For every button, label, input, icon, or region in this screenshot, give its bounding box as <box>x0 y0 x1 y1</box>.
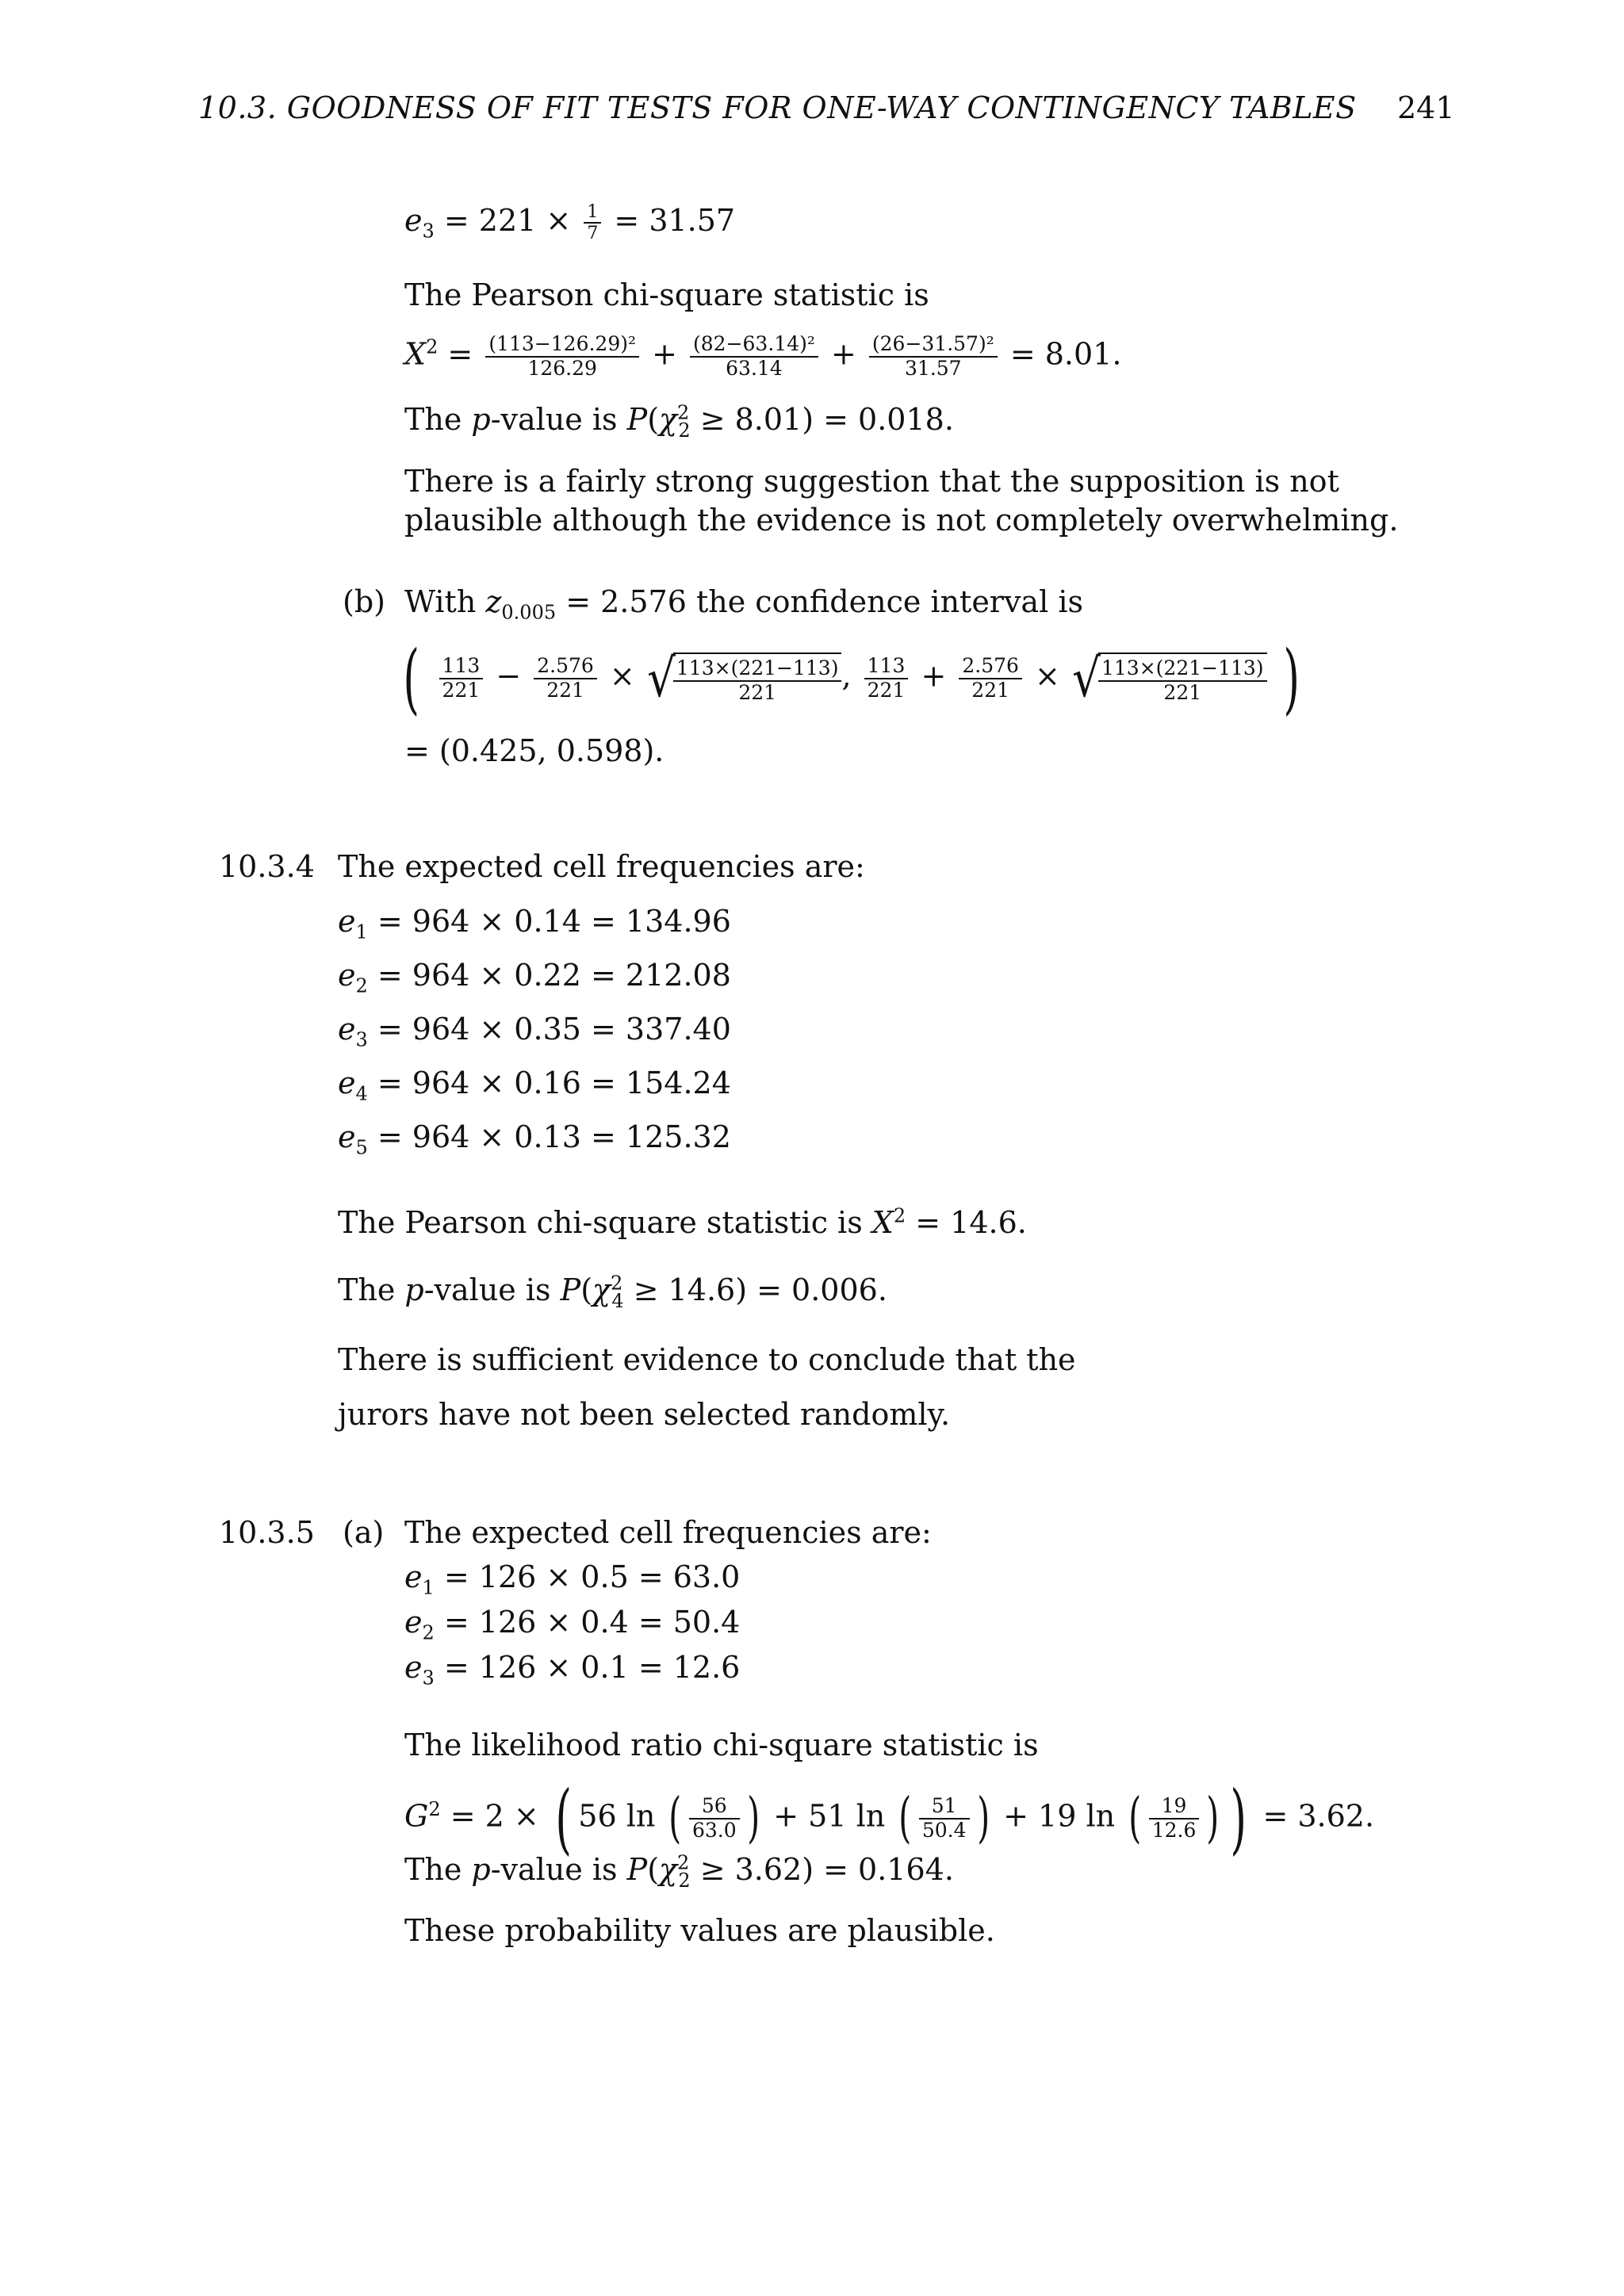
problem-1034-intro: The expected cell frequencies are: <box>338 849 865 884</box>
problem-number-1035: 10.3.5 <box>219 1515 315 1550</box>
g2-frac-2: $\frac{51}{50.4}$ <box>919 1795 970 1843</box>
conclusion-1034-line1: There is sufficient evidence to conclude that the <box>338 1342 1076 1377</box>
page-number: 241 <box>1397 90 1455 125</box>
g2-frac-1: $\frac{56}{63.0}$ <box>689 1795 740 1843</box>
confidence-interval-expression: ( $\frac{113}{221}$ − $\frac{2.576}{221}$ × √ $\frac{113\times(221-113)}{221}$ , $\frac{113}{221}$ + $\frac{2.576}{221}$ × √ $\frac{113\times(221-113)}{221}$ ) <box>403 634 1300 723</box>
ci-result: = (0.425, 0.598). <box>404 733 665 768</box>
ci-frac-2576-221: $\frac{2.576}{221}$ <box>534 655 597 702</box>
conclusion-1035: These probability values are plausible. <box>404 1913 995 1948</box>
lr-intro: The likelihood ratio chi-square statistic is <box>404 1728 1039 1762</box>
one-seventh-fraction: $\frac{1}{7}$ <box>584 202 601 244</box>
pearson-1034: The Pearson chi-square statistic is $X^2 = 14.6$. <box>338 1204 1027 1240</box>
expected-freq-1035-e3: $e_3 = 126 \times 0.1 = 12.6$ <box>404 1650 741 1689</box>
part-a-label-1035: (a) <box>343 1515 385 1550</box>
conclusion-a: There is a fairly strong suggestion that the supposition is not plausible although the evidence is not completely overwhelming. <box>404 464 1399 538</box>
ci-frac-113-221-b: $\frac{113}{221}$ <box>864 655 909 702</box>
problem-number-1034: 10.3.4 <box>219 849 315 884</box>
g2-equation: $G^2 = 2$ × ( 56 ln ( $\frac{56}{63.0}$ ) + 51 ln ( $\frac{51}{50.4}$ ) + 19 ln ( $\frac{19}{12.6}$ ) ) = 3.62. <box>404 1774 1375 1863</box>
x2-term-3: $\frac{\text{(26−31.57)²}}{31.57}$ <box>869 333 998 381</box>
expected-freq-e5: $e_5 = 964 \times 0.13 = 125.32$ <box>338 1119 731 1159</box>
x2-equation: $X^2$ = $\frac{\text{(113−126.29)²}}{126.29}$ + $\frac{\text{(82−63.14)²}}{63.14}$ + $\frac{\text{(26−31.57)²}}{31.57}$ = 8.01. <box>404 332 1122 380</box>
ci-frac-2576-221-b: $\frac{2.576}{221}$ <box>959 655 1022 702</box>
problem-1035-intro: The expected cell frequencies are: <box>404 1515 932 1550</box>
e3-line: $e_3 = 221$ × $\frac{1}{7}$ = 31.57 <box>404 202 736 244</box>
x2-term-2: $\frac{\text{(82−63.14)²}}{63.14}$ <box>690 333 818 381</box>
conclusion-1034-line2: jurors have not been selected randomly. <box>338 1397 951 1432</box>
expected-freq-1035-e1: $e_1 = 126 \times 0.5 = 63.0$ <box>404 1559 741 1599</box>
expected-freq-e4: $e_4 = 964 \times 0.16 = 154.24$ <box>338 1066 731 1105</box>
pvalue-1034: The p-value is $P(\chi^2_4 \ge 14.6) = 0.006$. <box>338 1272 887 1312</box>
g2-frac-3: $\frac{19}{12.6}$ <box>1149 1795 1200 1843</box>
part-b-intro: With $z_{0.005} = 2.576$ the confidence interval is <box>404 584 1083 624</box>
x2-term-1: $\frac{\text{(113−126.29)²}}{126.29}$ <box>485 333 639 381</box>
part-b-label: (b) <box>343 584 385 619</box>
pvalue-1035: The p-value is $P(\chi^2_2 \ge 3.62) = 0.164$. <box>404 1851 954 1892</box>
running-header: 10.3. GOODNESS OF FIT TESTS FOR ONE-WAY CONTINGENCY TABLES <box>198 90 1357 125</box>
expected-freq-e2: $e_2 = 964 \times 0.22 = 212.08$ <box>338 958 731 997</box>
expected-freq-e3: $e_3 = 964 \times 0.35 = 337.40$ <box>338 1012 731 1051</box>
ci-sqrt-right: √ $\frac{113\times(221-113)}{221}$ <box>1070 652 1267 705</box>
ci-sqrt-left: √ $\frac{113\times(221-113)}{221}$ <box>645 652 842 705</box>
pearson-intro: The Pearson chi-square statistic is <box>404 277 929 312</box>
pvalue-a: The p-value is $P(\chi^2_2 \ge 8.01) = 0.018$. <box>404 401 954 442</box>
expected-freq-e1: $e_1 = 964 \times 0.14 = 134.96$ <box>338 904 731 943</box>
ci-frac-113-221: $\frac{113}{221}$ <box>439 655 484 702</box>
expected-freq-1035-e2: $e_2 = 126 \times 0.4 = 50.4$ <box>404 1605 741 1644</box>
